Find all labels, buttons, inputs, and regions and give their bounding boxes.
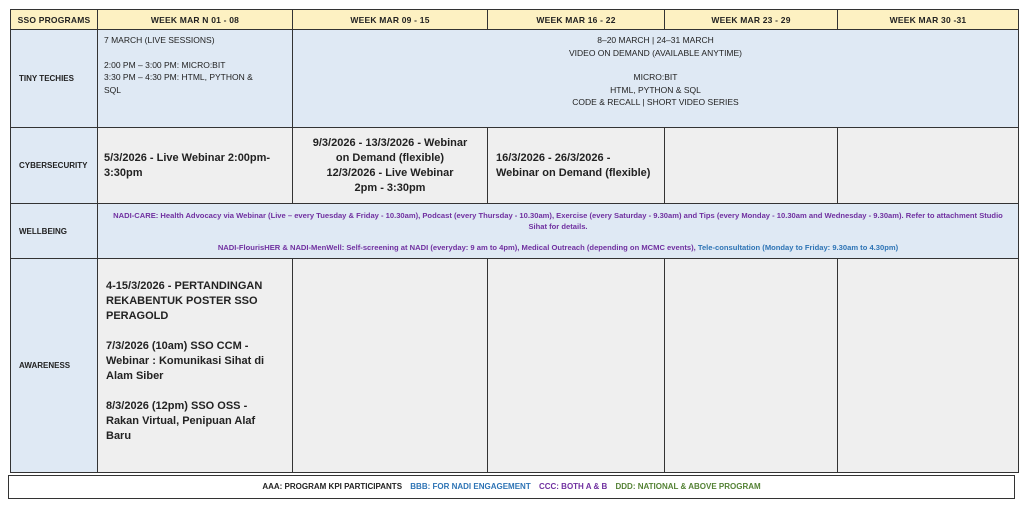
cyb-line: 9/3/2026 - 13/3/2026 - Webinar [312, 136, 468, 149]
tt-vod-line: 8–20 MARCH | 24–31 MARCH [597, 35, 714, 45]
cyb-line: 5/3/2026 - Live Webinar 2:00pm- [104, 151, 271, 164]
wellbeing-teleconsult-text: Tele-consultation (Monday to Friday: 9.30am to 4.30pm) [697, 243, 899, 252]
wellbeing-nadi-flourisher [108, 242, 1008, 253]
row-wellbeing [11, 204, 1019, 259]
awareness-item [106, 339, 284, 384]
awareness-week2 [293, 259, 488, 473]
aw-line: Baru [106, 430, 132, 442]
wellbeing-screening-text: NADI-FlourisHER & NADI-MenWell: Self-screening at NADI (everyday: 9 am to 4pm), Medical Outreach (depending on MCMC events), [217, 243, 696, 252]
row-tiny-techies [11, 30, 1019, 128]
cybersecurity-week5 [838, 128, 1019, 204]
tt-vod-line: HTML, PYTHON & SQL [610, 84, 701, 95]
aw-line: 4-15/3/2026 - PERTANDINGAN [106, 280, 263, 292]
legend-box [8, 475, 1015, 499]
tt-line: SQL [104, 84, 122, 95]
tt-vod-line: VIDEO ON DEMAND (AVAILABLE ANYTIME) [568, 47, 743, 58]
cyb-line: 16/3/2026 - 26/3/2026 - [496, 151, 611, 164]
aw-line: REKABENTUK POSTER SSO [106, 295, 258, 307]
tt-line: 3:30 PM – 4:30 PM: HTML, PYTHON & [104, 72, 253, 82]
header-week-4: WEEK MAR 23 - 29 [665, 10, 838, 30]
aw-line: PERAGOLD [106, 310, 169, 322]
cybersecurity-week3 [488, 128, 665, 204]
awareness-item [106, 279, 284, 324]
legend-bbb: BBB: FOR NADI ENGAGEMENT [410, 482, 531, 491]
legend-aaa: AAA: PROGRAM KPI PARTICIPANTS [262, 482, 403, 491]
aw-line: Rakan Virtual, Penipuan Alaf [106, 415, 256, 427]
cybersecurity-week1 [98, 128, 293, 204]
tt-vod-spacer [293, 59, 1018, 71]
tt-line: 2:00 PM – 3:00 PM: MICRO:BIT [104, 59, 226, 70]
tt-vod-line: MICRO:BIT [633, 72, 678, 82]
aw-line: Alam Siber [106, 370, 164, 382]
row-label-awareness: AWARENESS [11, 259, 98, 473]
awareness-week4 [665, 259, 838, 473]
row-cybersecurity [11, 128, 1019, 204]
aw-line: 8/3/2026 (12pm) SSO OSS - [106, 400, 248, 412]
tt-vod-line: CODE & RECALL | SHORT VIDEO SERIES [572, 97, 739, 107]
awareness-week5 [838, 259, 1019, 473]
header-week-2: WEEK MAR 09 - 15 [293, 10, 488, 30]
tt-line: 7 MARCH (LIVE SESSIONS) [104, 35, 215, 45]
row-label-wellbeing: WELLBEING [11, 204, 98, 259]
legend-ccc: CCC: BOTH A & B [538, 482, 608, 491]
cyb-line: on Demand (flexible) [335, 151, 445, 164]
row-label-tiny-techies: TINY TECHIES [11, 30, 98, 128]
wellbeing-nadi-care: NADI-CARE: Health Advocacy via Webinar (Live – every Tuesday & Friday - 10.30am), Podcast (every Thursday - 10.30am), Exercise (every Saturday - 9.30am) and Tips (every Monday - 10.30am and Wednesday - 9.30am). Refer to attachment Studio Sihat for details. [113, 211, 1003, 231]
cyb-line: 2pm - 3:30pm [354, 181, 426, 194]
aw-line: 7/3/2026 (10am) SSO CCM - [106, 340, 249, 352]
header-week-1: WEEK MAR N 01 - 08 [98, 10, 293, 30]
row-label-cybersecurity: CYBERSECURITY [11, 128, 98, 204]
cyb-line: Webinar on Demand (flexible) [496, 166, 651, 179]
program-schedule-table [10, 9, 1019, 473]
header-row [11, 10, 1019, 30]
header-week-3: WEEK MAR 16 - 22 [488, 10, 665, 30]
tiny-techies-video-on-demand [293, 30, 1019, 128]
row-awareness [11, 259, 1019, 473]
tt-line-spacer [104, 47, 286, 59]
tiny-techies-week1 [98, 30, 293, 128]
aw-line: Webinar : Komunikasi Sihat di [106, 355, 265, 367]
cyb-line: 3:30pm [104, 166, 143, 179]
legend-ddd: DDD: NATIONAL & ABOVE PROGRAM [615, 482, 761, 491]
header-week-5: WEEK MAR 30 -31 [838, 10, 1019, 30]
cybersecurity-week4 [665, 128, 838, 204]
awareness-week3 [488, 259, 665, 473]
header-programs: SSO PROGRAMS [11, 10, 98, 30]
awareness-week1 [98, 259, 293, 473]
awareness-item [106, 399, 284, 444]
cyb-line: 12/3/2026 - Live Webinar [326, 166, 454, 179]
wellbeing-details [98, 204, 1019, 259]
cybersecurity-week2 [293, 128, 488, 204]
